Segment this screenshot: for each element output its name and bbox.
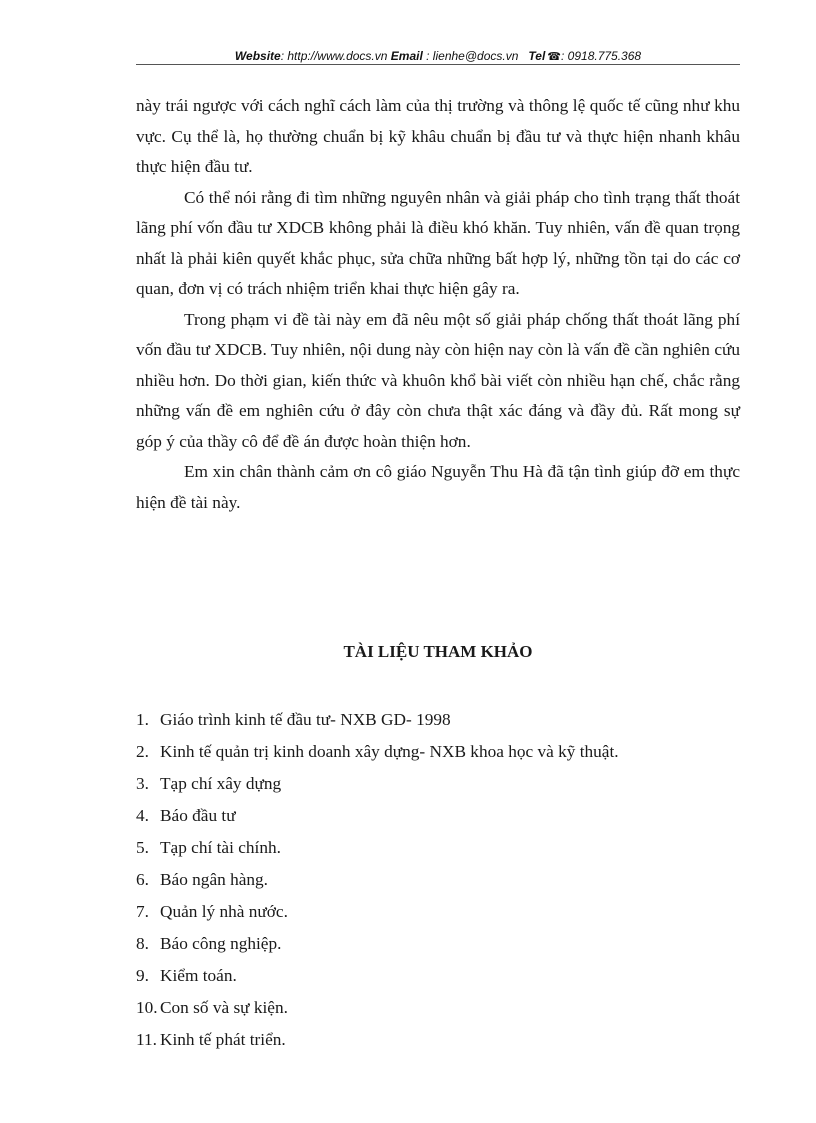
paragraph: Có thể nói rằng đi tìm những nguyên nhân và giải pháp cho tình trạng thất thoát lãng phí vốn đầu tư XDCB không phải là điều khó khăn. Tuy nhiên, vấn đề quan trọng nhất là phải kiên quyết khắc phục, sửa chữa những bất hợp lý, những tồn tại do các cơ quan, đơn vị có trách nhiệm triển khai thực hiện gây ra. bbox=[136, 187, 740, 298]
reference-number: 5. bbox=[136, 838, 149, 857]
reference-item bbox=[136, 832, 740, 864]
reference-item bbox=[136, 1024, 740, 1056]
website-label: Website bbox=[234, 49, 281, 63]
reference-text: Con số và sự kiện. bbox=[160, 998, 288, 1017]
phone-icon: ☎ bbox=[547, 51, 561, 63]
email-link[interactable]: : lienhe@docs.vn bbox=[426, 49, 519, 63]
tel-value: : 0918.775.368 bbox=[561, 49, 642, 63]
page-header bbox=[136, 48, 740, 64]
paragraph-continued: này trái ngược với cách nghĩ cách làm của thị trường và thông lệ quốc tế cũng như khu vực. Cụ thể là, họ thường chuẩn bị kỹ khâu chuẩn bị đầu tư và thực hiện nhanh khâu thực hiện đầu tư. bbox=[136, 96, 740, 176]
email-label: Email bbox=[390, 49, 423, 63]
references-list bbox=[136, 704, 740, 1056]
reference-text: Kinh tế phát triển. bbox=[160, 1030, 286, 1049]
reference-text: Tạp chí xây dựng bbox=[160, 774, 282, 793]
reference-item bbox=[136, 704, 740, 736]
reference-number: 4. bbox=[136, 806, 149, 825]
reference-number: 10. bbox=[136, 998, 158, 1017]
website-link[interactable]: : http://www.docs.vn bbox=[280, 49, 388, 63]
paragraph: Trong phạm vi đề tài này em đã nêu một số giải pháp chống thất thoát lãng phí vốn đầu tư XDCB. Tuy nhiên, nội dung này còn hiện nay còn là vấn đề cần nghiên cứu nhiều hơn. Do thời gian, kiến thức và khuôn khổ bài viết còn nhiều hạn chế, chắc rằng những vấn đề em nghiên cứu ở đây còn chưa thật xác đáng và đầy đủ. Rất mong sự góp ý của thầy cô để đề án được hoàn thiện hơn. bbox=[136, 309, 740, 451]
reference-item bbox=[136, 768, 740, 800]
reference-text: Báo công nghiệp. bbox=[160, 934, 282, 953]
reference-number: 11. bbox=[136, 1030, 157, 1049]
reference-number: 2. bbox=[136, 742, 149, 761]
reference-text: Kinh tế quản trị kinh doanh xây dựng- NXB khoa học và kỹ thuật. bbox=[160, 742, 619, 761]
reference-text: Tạp chí tài chính. bbox=[160, 838, 281, 857]
reference-text: Báo đầu tư bbox=[160, 806, 236, 825]
reference-item bbox=[136, 928, 740, 960]
reference-item bbox=[136, 896, 740, 928]
body-text bbox=[136, 91, 740, 518]
reference-item bbox=[136, 736, 740, 768]
reference-number: 3. bbox=[136, 774, 149, 793]
reference-text: Báo ngân hàng. bbox=[160, 870, 268, 889]
reference-number: 8. bbox=[136, 934, 149, 953]
reference-item bbox=[136, 992, 740, 1024]
header-divider bbox=[136, 64, 740, 65]
paragraph: Em xin chân thành cảm ơn cô giáo Nguyễn Thu Hà đã tận tình giúp đỡ em thực hiện đề tài này. bbox=[136, 462, 740, 512]
reference-number: 7. bbox=[136, 902, 149, 921]
reference-item bbox=[136, 800, 740, 832]
reference-item bbox=[136, 960, 740, 992]
reference-number: 6. bbox=[136, 870, 149, 889]
references-title: TÀI LIỆU THAM KHẢO bbox=[343, 642, 533, 661]
reference-item bbox=[136, 864, 740, 896]
tel-label: Tel bbox=[528, 49, 546, 63]
reference-text: Giáo trình kinh tế đầu tư- NXB GD- 1998 bbox=[160, 710, 451, 729]
reference-text: Quản lý nhà nước. bbox=[160, 902, 288, 921]
reference-number: 1. bbox=[136, 710, 149, 729]
reference-number: 9. bbox=[136, 966, 149, 985]
reference-text: Kiểm toán. bbox=[160, 966, 237, 985]
